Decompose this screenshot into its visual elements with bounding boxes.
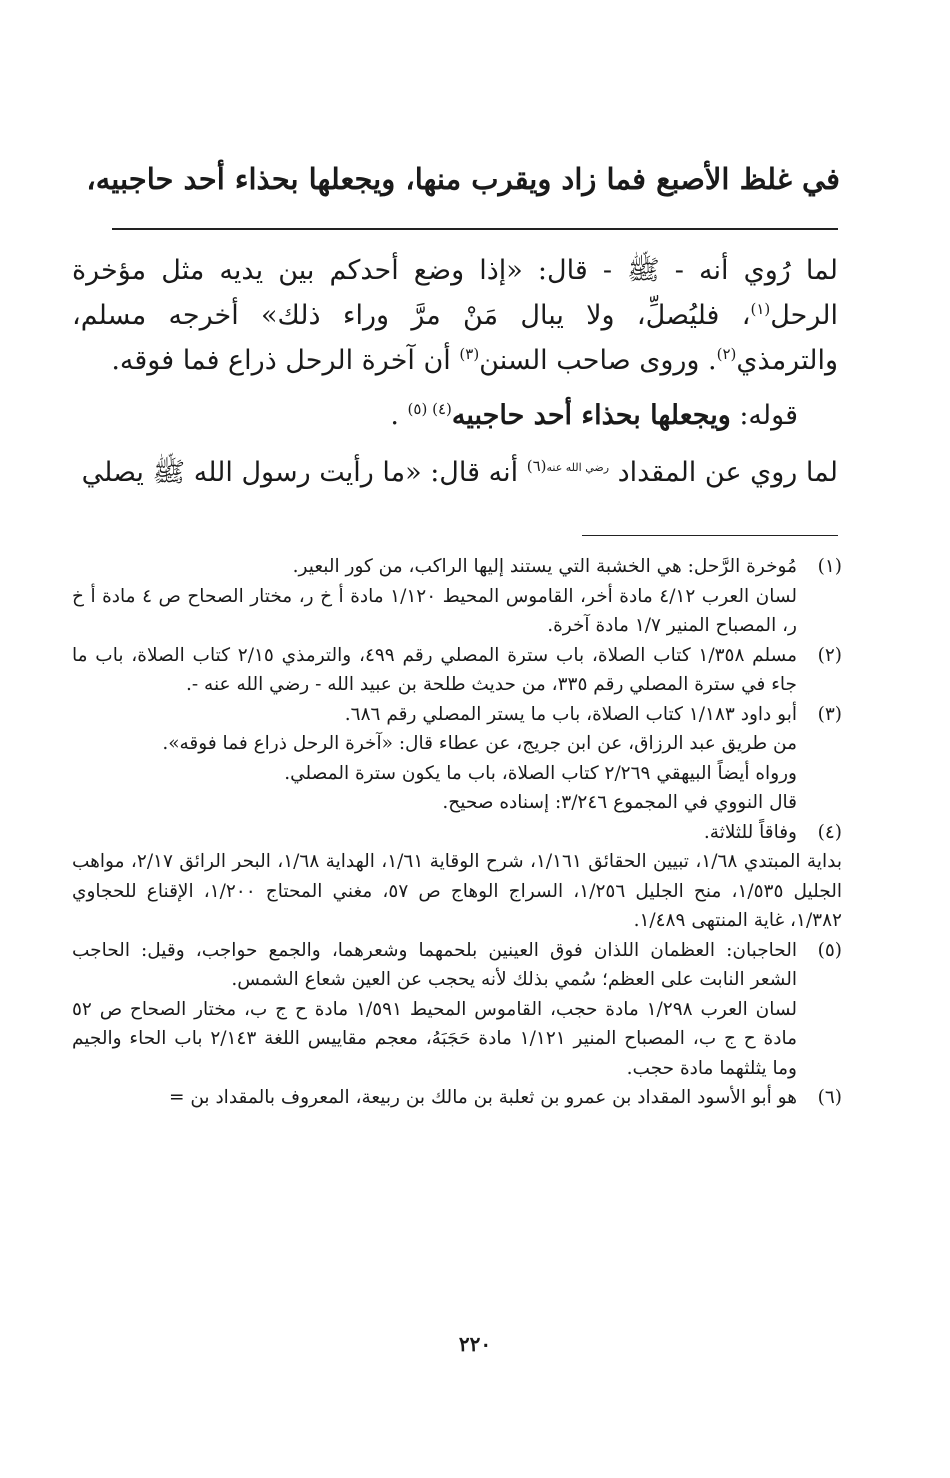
text-run: لما رُوي أنه - ﷺ - قال: «إذا وضع أحدكم بين يديه مثل مؤخرة الرحل [72,255,838,331]
footnotes [72,552,842,1113]
running-header: في غلظ الأصبع فما زاد ويقرب منها، ويجعلها بحذاء أحد حاجبيه، [86,162,840,196]
footnote-number: (٦) [817,1087,842,1108]
footnote-line: أبو داود ١/١٨٣ كتاب الصلاة، باب ما يستر المصلي رقم ٦٨٦. [344,703,797,725]
footnote [72,1083,842,1113]
quoted-phrase: ويجعلها بحذاء أحد حاجبيه [451,400,731,431]
footnote-ref[interactable]: (٤) [432,400,452,418]
footnote-number: (٣) [817,703,842,725]
footnote-ref[interactable]: (٥) [407,400,433,418]
text-run: . وروى صاحب السنن [479,345,717,376]
footnote-ref[interactable]: (٢) [716,345,737,363]
footnote [72,700,842,818]
footnote-line: هو أبو الأسود المقداد بن عمرو بن ثعلبة بن مالك بن ربيعة، المعروف بالمقداد بن = [168,1087,797,1108]
footnote-number: (١) [817,556,842,577]
text-run: أن آخرة الرحل ذراع فما فوقه. [111,345,460,376]
header-rule [112,228,838,230]
footnote-rule [582,535,838,536]
footnote-line: بداية المبتدي ١/٦٨، تبيين الحقائق ١/١٦١، شرح الوقاية ١/٦١، الهداية ١/٦٨، البحر الرائق ٢/١٧، مواهب الجليل ١/٥٣٥، منح الجليل ١/٢٥٦، السراج الوهاج ص ٥٧، مغني المحتاج ١/٢٠٠، الإقناع للحجاوي ١/٣٨٢، غاية المنتهى ١/٤٨٩. [72,851,842,931]
quoted-line [72,393,838,438]
footnote [72,641,842,700]
text-run: أنه قال: «ما رأيت رسول الله ﷺ يصلي [81,457,527,488]
footnote [72,552,842,641]
footnote [72,936,842,1084]
paragraph-1 [72,248,838,383]
text-run: . [390,400,408,431]
footnote-ref[interactable]: (٦) [526,457,547,475]
text-run: قوله: [730,400,798,431]
footnote-line: لسان العرب ٤/١٢ مادة أخر، القاموس المحيط ١/١٢٠ مادة أ خ ر، مختار الصحاح ص ٤ مادة أ خ ر، المصباح المنير ١/٧ مادة آخرة. [72,585,797,636]
text-run: ، فليُصلِّ، ولا يبال مَنْ مرَّ وراء ذلك» أخرجه مسلم، والترمذي [72,300,838,376]
footnote-line: لسان العرب ١/٢٩٨ مادة حجب، القاموس المحيط ١/٥٩١ مادة ح ج ب، مختار الصحاح ص ٥٢ مادة ح ج ب، المصباح المنير ١/١٢١ مادة حَجَبَهُ، معجم مقاييس اللغة ٢/١٤٣ باب الحاء والجيم وما يثلثهما مادة حجب. [72,998,797,1079]
main-text [72,248,838,495]
footnote-line: ورواه أيضاً البيهقي ٢/٢٦٩ كتاب الصلاة، باب ما يكون سترة المصلي. [284,762,797,784]
footnote-line: الحاجبان: العظمان اللذان فوق العينين بلحمهما وشعرهما، والجمع حواجب، وقيل: الحاجب الشعر النابت على العظم؛ سُمي بذلك لأنه يحجب عن العين شعاع الشمس. [72,939,797,990]
footnote-number: (٥) [817,939,842,961]
footnote-number: (٤) [817,821,842,843]
footnote-line: مسلم ١/٣٥٨ كتاب الصلاة، باب سترة المصلي رقم ٤٩٩، والترمذي ٢/١٥ كتاب الصلاة، باب ما جاء في سترة المصلي رقم ٣٣٥، من حديث طلحة بن عبيد الله - رضي الله عنه -. [72,644,798,695]
footnote [72,818,842,936]
footnote-line: قال النووي في المجموع ٣/٢٤٦: إسناده صحيح. [442,792,797,813]
footnote-ref[interactable]: (٣) [459,345,480,363]
footnote-line: وفاقاً للثلاثة. [703,821,797,843]
paragraph-2 [72,450,838,495]
honorific: رضي الله عنه [546,461,610,474]
footnote-line: مُوخرة الرَّحل: هي الخشبة التي يستند إليها الراكب، من كور البعير. [292,556,797,577]
footnote-number: (٢) [817,644,842,666]
page-number: ٢٢٠ [458,1332,492,1356]
footnote-ref[interactable]: (١) [750,300,771,318]
text-run: لما روي عن المقداد [609,457,838,488]
footnote-line: من طريق عبد الرزاق، عن ابن جريج، عن عطاء قال: «آخرة الرحل ذراع فما فوقه». [162,733,797,754]
